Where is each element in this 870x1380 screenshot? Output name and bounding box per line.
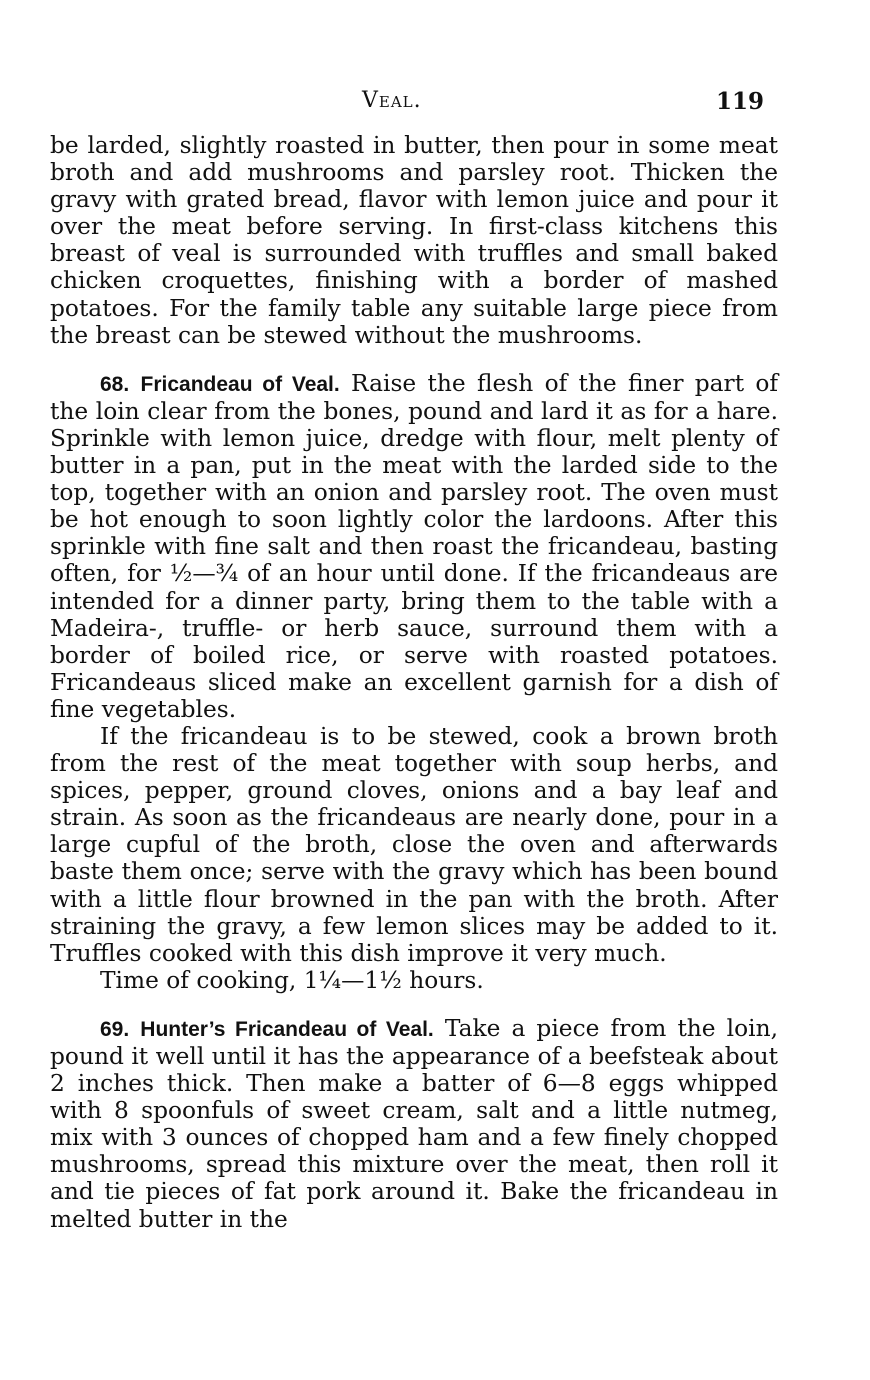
recipe-number: 68. (100, 372, 130, 396)
page-header (50, 88, 778, 124)
page-number: 119 (715, 88, 764, 115)
paragraph-continuation: be larded, slightly roasted in butter, then pour in some meat broth and add mushrooms and parsley root. Thicken the gravy with grated bread, flavor with lemon juice and pour it over the meat before serving. In first-class kitchens this breast of veal is surrounded with truffles and small baked chicken croquettes, finishing with a border of mashed potatoes. For the family table any suitable large piece from the breast can be stewed without the mushrooms. (50, 132, 778, 349)
paragraph-stewed: If the fricandeau is to be stewed, cook a brown broth from the rest of the meat together with soup herbs, and spices, pepper, ground cloves, onions and a bay leaf and strain. As soon as the fricandeaus are nearly done, pour in a large cupful of the broth, close the oven and afterwards baste them once; serve with the gravy which has been bound with a little flour browned in the pan with the broth. After straining the gravy, a few lemon slices may be added to it. Truffles cooked with this dish improve it very much. (50, 722, 778, 967)
recipe-heading: Hunter’s Fricandeau of Veal. (140, 1017, 434, 1041)
recipe-body: Take a piece from the loin, pound it well until it has the appearance of a beefsteak about 2 inches thick. Then make a batter of 6—8 eggs whipped with 8 spoonfuls of sweet cream, salt and a little nutmeg, mix with 3 ounces of chopped ham and a few finely chopped mushrooms, spread this mixture over the meat, then roll it and tie pieces of fat pork around it. Bake the fricandeau in melted butter in the (50, 1014, 779, 1233)
book-page (50, 88, 778, 1233)
cooking-time: Time of cooking, 1¼—1½ hours. (100, 966, 484, 994)
recipe-69 (50, 1015, 778, 1233)
recipe-body: Raise the flesh of the finer part of the loin clear from the bones, pound and lard it as for a hare. Sprinkle with lemon juice, dredge with flour, melt plenty of butter in a pan, put in the meat with the larded side to the top, together with an onion and parsley root. The oven must be hot enough to soon lightly color the lardoons. After this sprinkle with fine salt and then roast the fricandeau, basting often, for ½—¾ of an hour until done. If the fricandeaus are intended for a dinner party, bring them to the table with a Madeira-, truffle- or herb sauce, surround them with a border of boiled rice, or serve with roasted potatoes. Fricandeaus sliced make an excellent garnish for a dish of fine vegetables. (50, 369, 779, 723)
recipe-68 (50, 370, 778, 723)
recipe-number: 69. (100, 1017, 130, 1041)
recipe-heading: Fricandeau of Veal. (140, 372, 340, 396)
running-head: Veal. (362, 88, 422, 113)
